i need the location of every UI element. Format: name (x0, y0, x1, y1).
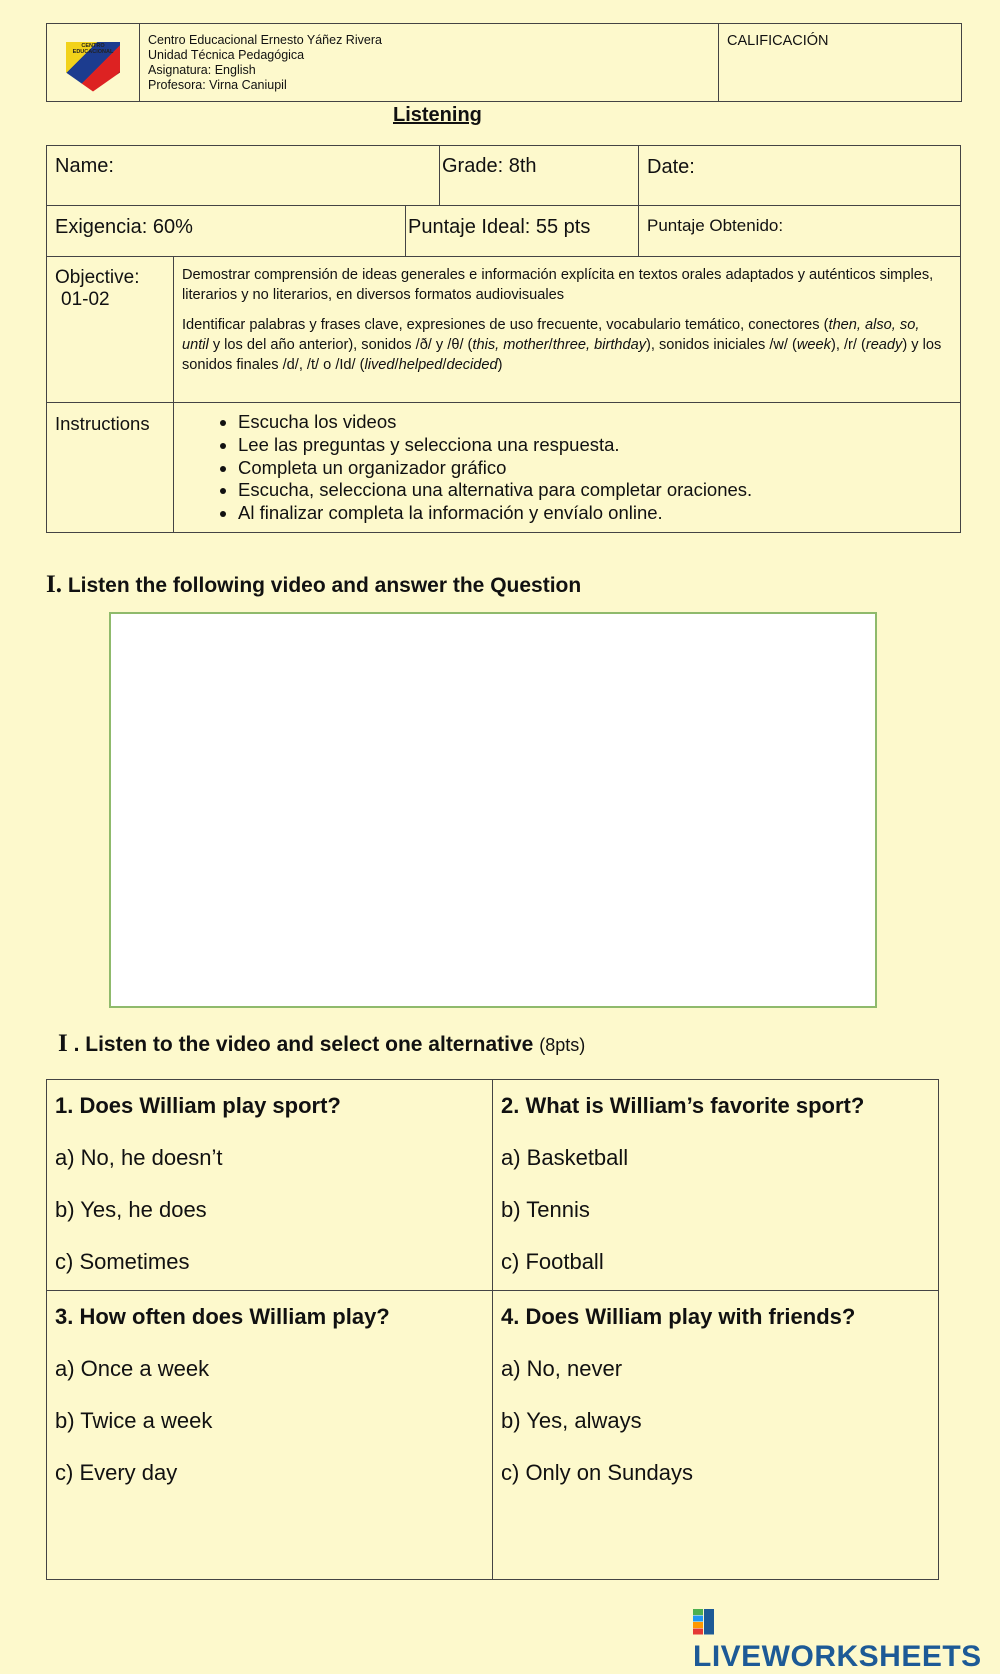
video-player[interactable] (109, 612, 877, 1008)
answer-option[interactable]: a) No, he doesn’t (55, 1145, 223, 1170)
section-1-heading (46, 571, 581, 599)
instruction-item: • Escucha los videos (238, 411, 960, 434)
question-cell-1 (47, 1080, 493, 1291)
exigencia-label: Exigencia: 60% (47, 206, 406, 256)
section-1-numeral: I. (46, 571, 62, 598)
instruction-item: • Al finalizar completa la información y envíalo online. (238, 502, 960, 525)
question-cell-2 (493, 1080, 939, 1291)
question-text: 1. Does William play sport? (55, 1093, 341, 1118)
logo-cell (47, 24, 140, 102)
question-text: 3. How often does William play? (55, 1304, 390, 1329)
objective-code: 01-02 (61, 289, 110, 310)
section-2-numeral: I (58, 1030, 68, 1057)
logo-text: CENTRO EDUCACIONAL (72, 42, 114, 55)
question-cell-3 (47, 1291, 493, 1580)
answer-option[interactable]: c) Every day (55, 1460, 178, 1485)
date-field[interactable] (639, 146, 961, 205)
obtained-score-label: Puntaje Obtenido: (647, 216, 784, 235)
question-text: 2. What is William’s favorite sport? (501, 1093, 865, 1118)
answer-option[interactable]: b) Yes, always (501, 1408, 642, 1433)
section-2-text: . Listen to the video and select one alternative (67, 1033, 534, 1056)
instructions-list (174, 403, 960, 525)
liveworksheets-text: LIVEWORKSHEETS (693, 1640, 982, 1673)
school-logo (66, 42, 120, 92)
liveworksheets-logo[interactable] (693, 1606, 1000, 1674)
school-name: Centro Educacional Ernesto Yáñez Rivera (148, 33, 382, 47)
instructions-table (46, 402, 961, 533)
school-info (140, 24, 719, 102)
school-teacher: Profesora: Virna Caniupil (148, 78, 287, 92)
objective-text (174, 257, 961, 403)
grade-label: Grade: 8th (440, 146, 639, 205)
answer-option[interactable]: a) Basketball (501, 1145, 629, 1170)
instruction-item: • Lee las preguntas y selecciona una respuesta. (238, 434, 960, 457)
header-table (46, 23, 962, 102)
answer-option[interactable]: c) Only on Sundays (501, 1460, 693, 1485)
name-field[interactable] (47, 146, 440, 205)
name-label: Name: (55, 155, 114, 177)
section-2-points: (8pts) (539, 1035, 586, 1055)
instructions-list-cell (174, 403, 961, 533)
question-cell-4 (493, 1291, 939, 1580)
date-label: Date: (647, 156, 695, 178)
grade-box: CALIFICACIÓN (719, 24, 962, 102)
obtained-score-field[interactable] (639, 206, 961, 256)
objective-paragraph-1: Demostrar comprensión de ideas generales e información explícita en textos orales adaptados y auténticos simples, literarios y no literarios, en diversos formatos audiovisuales (182, 267, 934, 303)
section-1-text: Listen the following video and answer the Question (61, 574, 582, 597)
objective-paragraph-2: Identificar palabras y frases clave, expresiones de uso frecuente, vocabulario temático, conectores (then, also, so, until y los del año anterior), sonidos /ð/ y /θ/ (this, mother/three, birthday), sonidos iniciales /w/ (week), /r/ (ready) y los sonidos finales /d/, /t/ o /Id/ (lived/helped/decided) (182, 317, 942, 373)
answer-option[interactable]: c) Sometimes (55, 1249, 190, 1274)
questions-table (46, 1079, 939, 1580)
instructions-label: Instructions (47, 403, 174, 533)
question-text: 4. Does William play with friends? (501, 1304, 856, 1329)
ideal-score-label: Puntaje Ideal: 55 pts (406, 206, 639, 256)
objective-table (46, 256, 961, 403)
instruction-item: • Escucha, selecciona una alternativa para completar oraciones. (238, 479, 960, 502)
objective-label-cell (47, 257, 174, 403)
student-info-row (46, 145, 961, 206)
liveworksheets-icon (693, 1609, 715, 1635)
school-unit: Unidad Técnica Pedagógica (148, 48, 305, 62)
score-row (46, 205, 961, 257)
answer-option[interactable]: b) Tennis (501, 1197, 590, 1222)
answer-option[interactable]: b) Twice a week (55, 1408, 213, 1433)
page-title: Listening (393, 104, 482, 126)
answer-option[interactable]: a) Once a week (55, 1356, 210, 1381)
instruction-item: • Completa un organizador gráfico (238, 457, 960, 480)
objective-label: Objective: (55, 267, 140, 288)
answer-option[interactable]: b) Yes, he does (55, 1197, 207, 1222)
answer-option[interactable]: a) No, never (501, 1356, 623, 1381)
section-2-heading (58, 1030, 585, 1058)
school-subject: Asignatura: English (148, 63, 256, 77)
answer-option[interactable]: c) Football (501, 1249, 604, 1274)
